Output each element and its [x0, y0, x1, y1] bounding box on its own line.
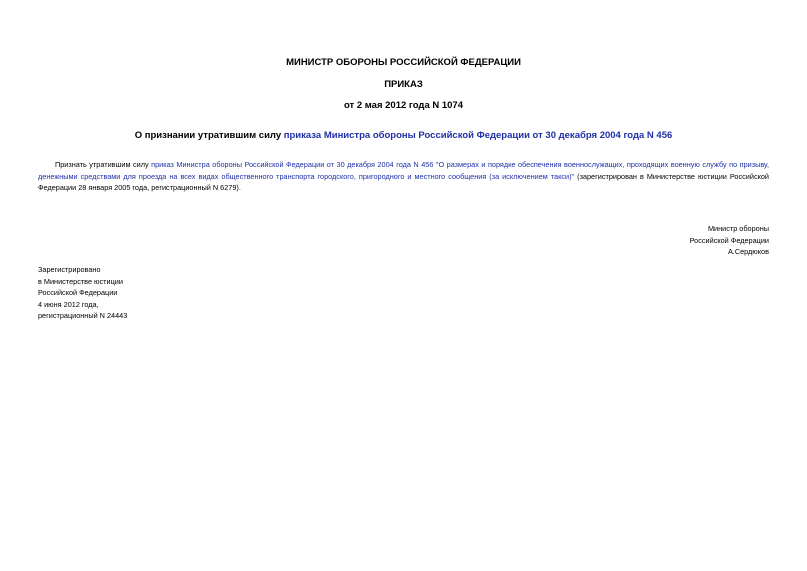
registration-number: регистрационный N 24443: [38, 311, 128, 320]
signature-organization: Российской Федерации: [689, 235, 769, 245]
document-date: от 2 мая 2012 года N 1074: [343, 100, 464, 111]
body-order-link[interactable]: приказ Министра обороны Российской Федерации от 30 декабря 2004 года N 456 "О размерах и порядке обеспечения военнослужащих, проходящих военную службу по призыву, денежными средствами для проезда на всех видах общественного транспорта городского, пригородного и местного сообщения (за исключением такси)": [38, 160, 769, 181]
signature-name: А.Сердюков: [727, 247, 769, 256]
signature-block: [690, 223, 769, 258]
order-body-paragraph: [38, 159, 769, 194]
body-prefix: Признать утратившим силу: [55, 160, 152, 169]
body-suffix: (зарегистрирован в Министерстве юстиции Российской Федерации 28 января 2005 года, регистрационный N 6279).: [38, 171, 769, 192]
registration-block: [38, 264, 127, 322]
subject-order-link[interactable]: приказа Министра обороны Российской Федерации от 30 декабря 2004 года N 456: [283, 130, 673, 141]
registration-line: Российской Федерации: [38, 288, 118, 297]
document-subject: [0, 130, 807, 142]
document-type: ПРИКАЗ: [384, 79, 423, 90]
registration-line: Зарегистрировано: [38, 265, 101, 274]
subject-prefix: О признании утратившим силу: [134, 130, 284, 141]
issuer-title: МИНИСТР ОБОРОНЫ РОССИЙСКОЙ ФЕДЕРАЦИИ: [286, 57, 521, 68]
signature-position: Министр обороны: [707, 224, 769, 233]
registration-date: 4 июня 2012 года,: [38, 299, 99, 309]
registration-line: в Министерстве юстиции: [38, 276, 123, 286]
